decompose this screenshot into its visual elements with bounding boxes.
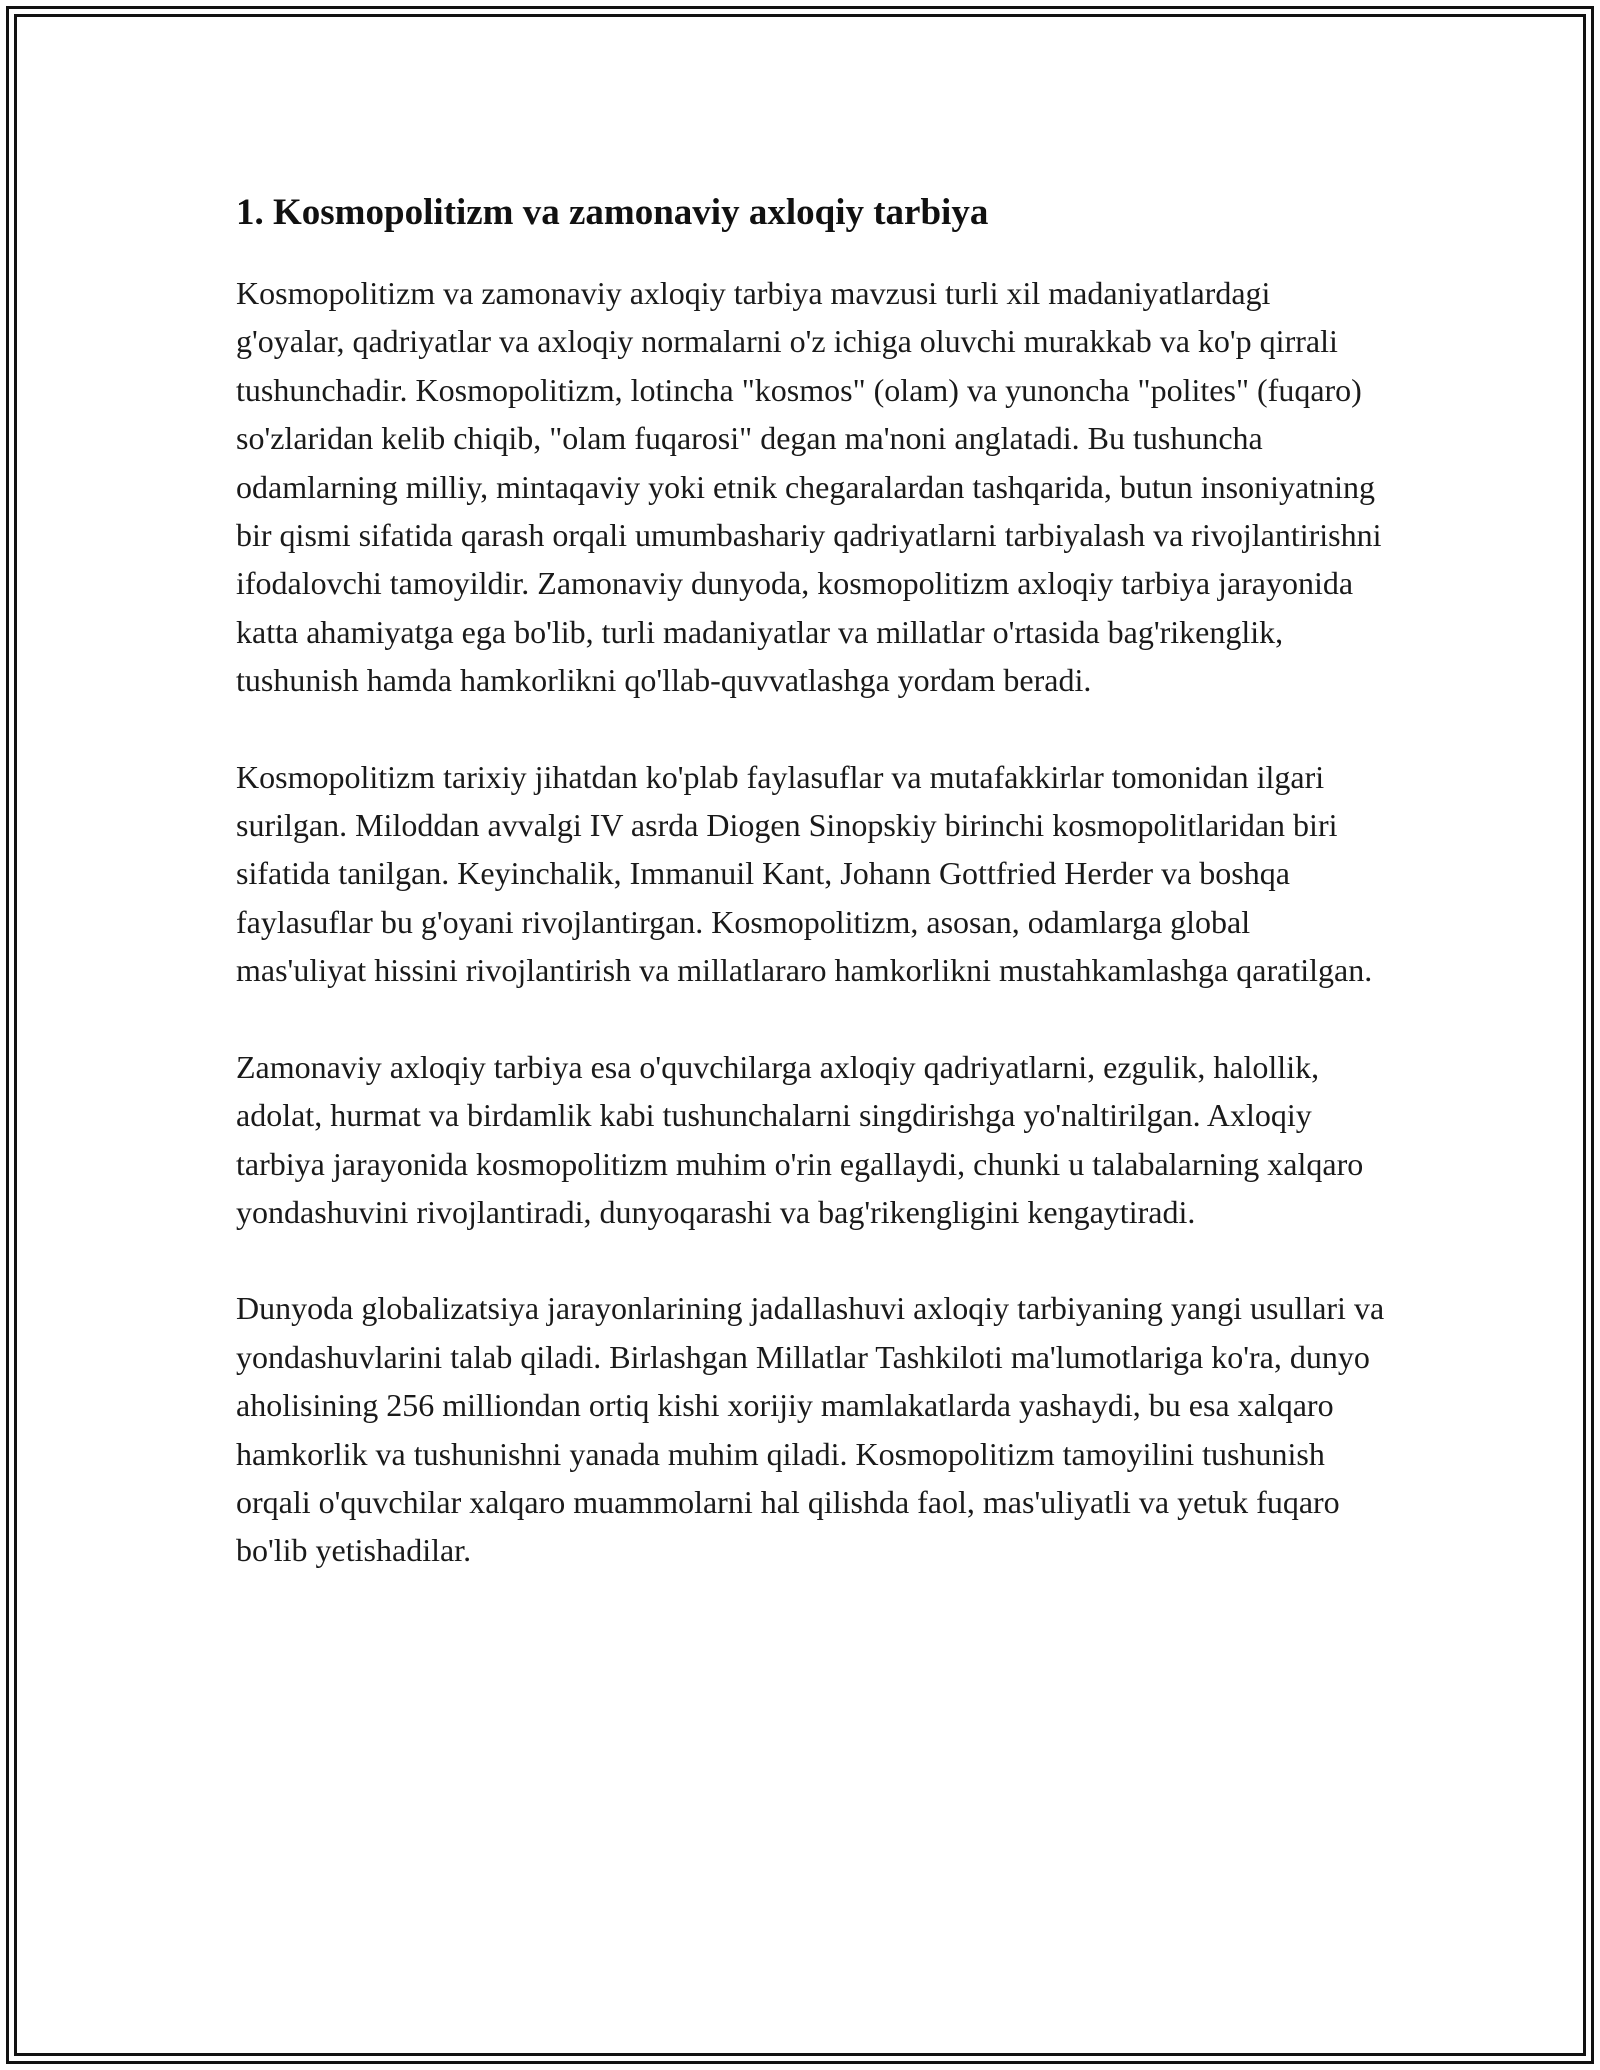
paragraph-2: Kosmopolitizm tarixiy jihatdan ko'plab faylasuflar va mutafakkirlar tomonidan ilgari surilgan. Miloddan avvalgi IV asrda Diogen Sinopskiy birinchi kosmopolitlaridan biri sifatida tanilgan. Keyinchalik, Immanuil Kant, Johann Gottfried Herder va boshqa faylasuflar bu g'oyani rivojlantirgan. Kosmopolitizm, asosan, odamlarga global mas'uliyat hissini rivojlantirish va millatlararo hamkorlikni mustahkamlashga qaratilgan. — [236, 758, 1373, 989]
paragraph-3: Zamonaviy axloqiy tarbiya esa o'quvchilarga axloqiy qadriyatlarni, ezgulik, halollik, adolat, hurmat va birdamlik kabi tushunchalarni singdirishga yo'naltirilgan. Axloqiy tarbiya jarayonida kosmopolitizm muhim o'rin egallaydi, chunki u talabalarning xalqaro yondashuvini rivojlantiradi, dunyoqarashi va bag'rikengligini kengaytiradi. — [236, 1048, 1364, 1230]
paragraph-4: Dunyoda globalizatsiya jarayonlarining jadallashuvi axloqiy tarbiyaning yangi usullari va yondashuvlarini talab qiladi. Birlashgan Millatlar Tashkiloti ma'lumotlariga ko'ra, dunyo aholisining 256 milliondan ortiq kishi xorijiy mamlakatlarda yashaydi, bu esa xalqaro hamkorlik va tushunishni yanada muhim qiladi. Kosmopolitizm tamoyilini tushunish orqali o'quvchilar xalqaro muammolarni hal qilishda faol, mas'uliyatli va yetuk fuqaro bo'lib yetishadilar. — [236, 1290, 1385, 1569]
section-heading: 1. Kosmopolitizm va zamonaviy axloqiy tarbiya — [236, 192, 989, 233]
document-body — [236, 185, 1386, 1575]
paragraph-1: Kosmopolitizm va zamonaviy axloqiy tarbiya mavzusi turli xil madaniyatlardagi g'oyalar, qadriyatlar va axloqiy normalarni o'z ichiga oluvchi murakkab va ko'p qirrali tushunchadir. Kosmopolitizm, lotincha "kosmos" (olam) va yunoncha "polites" (fuqaro) so'zlaridan kelib chiqib, "olam fuqarosi" degan ma'noni anglatadi. Bu tushuncha odamlarning milliy, mintaqaviy yoki etnik chegaralardan tashqarida, butun insoniyatning bir qismi sifatida qarash orqali umumbashariy qadriyatlarni tarbiyalash va rivojlantirishni ifodalovchi tamoyildir. Zamonaviy dunyoda, kosmopolitizm axloqiy tarbiya jarayonida katta ahamiyatga ega bo'lib, turli madaniyatlar va millatlar o'rtasida bag'rikenglik, tushunish hamda hamkorlikni qo'llab-quvvatlashga yordam beradi. — [236, 275, 1382, 699]
